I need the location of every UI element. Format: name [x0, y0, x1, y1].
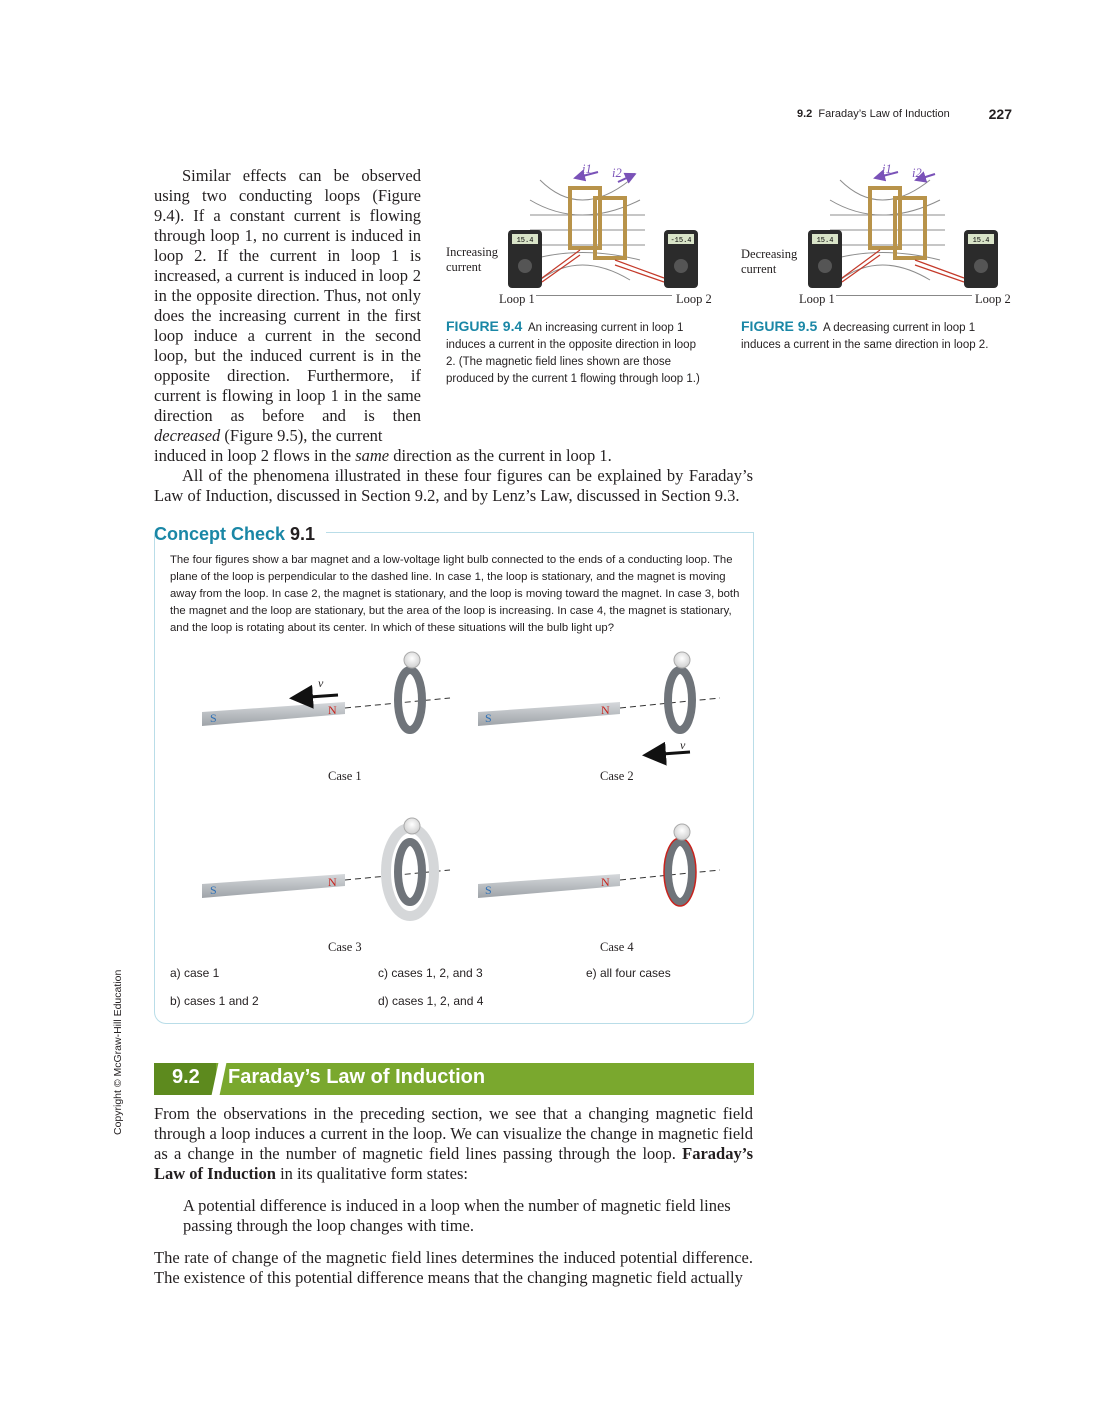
conducting-loop	[398, 670, 422, 730]
intro-emphasis: decreased	[154, 426, 221, 445]
answer-e[interactable]: e) all four cases	[586, 966, 671, 980]
case1-velocity-label: v	[318, 676, 324, 690]
bar-magnet	[202, 874, 345, 898]
fig95-i2-label: i2	[912, 166, 922, 180]
fig94-loop2-label: Loop 2	[676, 292, 712, 306]
light-bulb	[674, 652, 690, 668]
fig94-side-label-1: Increasing	[446, 245, 499, 259]
case-3-diagram	[202, 818, 450, 916]
conducting-loop	[398, 842, 422, 902]
fig95-caption	[741, 318, 1006, 354]
case2-north-pole: N	[601, 703, 610, 717]
page-number: 227	[988, 106, 1012, 122]
intro-text: Similar effects can be observed using two conducting loops (Figure 9.4). If a constant current is flowing through loop 1, no current is induced in loop 2. If the current in loop 1 is increased, a current is induced in loop 2 in the opposite direction. Thus, not only does the increasing current in the first loop induce a current in the second loop, but the induced current is in the opposite direction. Furthermore, if current is flowing in loop 1 in the same direction as before and is then	[154, 166, 421, 425]
answer-b[interactable]: b) cases 1 and 2	[170, 994, 259, 1008]
velocity-arrow	[295, 695, 338, 698]
fig94-loop1-label: Loop 1	[499, 292, 535, 306]
section-paragraph-1-text: From the observations in the preceding section, we see that a changing magnetic field through a loop induces a current in the loop. We can visualize the change in magnetic field as a change in the number of magnetic field lines passing through the loop.	[154, 1104, 753, 1163]
continuation-pre: induced in loop 2 flows in the	[154, 446, 356, 465]
concept-check-illustrations	[170, 640, 750, 950]
case2-south-pole: S	[485, 711, 492, 725]
meter-left	[808, 230, 842, 288]
continuation-post: direction as the current in loop 1.	[389, 446, 612, 465]
light-bulb	[404, 818, 420, 834]
fig94-i1-label: i1	[582, 162, 592, 176]
light-bulb	[404, 652, 420, 668]
section-paragraph-1	[154, 1104, 753, 1184]
meter-left-reading: 15.4	[516, 237, 534, 245]
figure-9-4-illustration	[430, 160, 720, 310]
section-paragraph-1-tail: in its qualitative form states:	[275, 1164, 468, 1183]
case2-velocity-label: v	[680, 738, 686, 752]
faraday-law-statement: A potential difference is induced in a loop when the number of magnetic field lines passing through the loop changes with time.	[183, 1196, 731, 1235]
lead-wires-right	[615, 260, 664, 282]
concept-check-question: The four figures show a bar magnet and a low-voltage light bulb connected to the ends of a conducting loop. The plane of the loop is perpendicular to the dashed line. In case 1, the loop is stationary, and the magnet is moving away from the loop. In case 2, the magnet is stationary, and the loop is moving toward the magnet. In case 3, both the magnet and the loop are stationary, but the area of the loop is increasing. In case 4, the magnet is stationary, and the loop is rotating about its center. In which of these situations will the bulb light up?	[170, 554, 740, 634]
meter-left-reading: 15.4	[816, 237, 834, 245]
answer-c[interactable]: c) cases 1, 2, and 3	[378, 966, 483, 980]
header-title: Faraday’s Law of Induction	[818, 108, 950, 120]
fig94-side-label-2: current	[446, 260, 482, 274]
fig95-side-label	[741, 247, 797, 277]
fig94-side-label	[446, 245, 498, 275]
lead-wires-right	[915, 260, 964, 282]
case-4-diagram	[478, 824, 720, 906]
fig95-side-label-2: current	[741, 262, 777, 276]
fig94-caption-text: An increasing current in loop 1 induces a current in the opposite direction in loop 2. (The magnetic field lines shown are those produced by the current 1 flowing through loop 1.)	[446, 322, 700, 385]
fig95-i1-label: i1	[882, 162, 892, 176]
section-paragraph-2: The rate of change of the magnetic field lines determines the induced potential difference. The existence of this potential difference means that the changing magnetic field actually	[154, 1248, 753, 1287]
continuation-emphasis: same	[355, 446, 390, 465]
faraday-law-term: Faraday’s Law of Induction	[154, 1144, 754, 1183]
summary-paragraph: All of the phenomena illustrated in these four figures can be explained by Faraday’s Law of Induction, discussed in Section 9.2, and by Lenz’s Law, discussed in Section 9.3.	[154, 466, 753, 505]
meter-right	[964, 230, 998, 288]
case-1-diagram	[202, 652, 450, 730]
light-bulb	[674, 824, 690, 840]
case1-north-pole: N	[328, 703, 337, 717]
case1-south-pole: S	[210, 711, 217, 725]
concept-check-label: Concept Check	[154, 524, 286, 544]
case-1-label: Case 1	[328, 769, 362, 783]
fig95-side-label-1: Decreasing	[741, 247, 798, 261]
figure-9-5-illustration	[730, 160, 1020, 310]
meter-right-reading: 15.4	[972, 237, 990, 245]
continuation-line	[154, 446, 714, 466]
answer-d[interactable]: d) cases 1, 2, and 4	[378, 994, 484, 1008]
intro-paragraph	[154, 166, 421, 446]
fig94-caption	[446, 318, 706, 388]
conducting-loop	[668, 670, 692, 730]
bar-magnet	[478, 702, 620, 726]
case-2-label: Case 2	[600, 769, 634, 783]
copyright-notice: Copyright © McGraw-Hill Education	[112, 969, 124, 1135]
running-header	[797, 108, 1012, 126]
concept-check-number: 9.1	[290, 524, 316, 544]
case4-south-pole: S	[485, 883, 492, 897]
case3-south-pole: S	[210, 883, 217, 897]
conducting-loop	[668, 842, 692, 902]
meter-left	[508, 230, 542, 288]
section-number: 9.2	[172, 1066, 200, 1088]
case-3-label: Case 3	[328, 940, 362, 954]
bar-magnet	[202, 702, 345, 726]
case-4-label: Case 4	[600, 940, 634, 954]
case4-north-pole: N	[601, 875, 610, 889]
fig94-label-rule	[536, 295, 672, 296]
bar-magnet	[478, 874, 620, 898]
fig94-i2-label: i2	[612, 166, 622, 180]
fig95-loop2-label: Loop 2	[975, 292, 1011, 306]
fig95-caption-label: FIGURE 9.5	[741, 318, 818, 334]
case3-north-pole: N	[328, 875, 337, 889]
meter-right	[664, 230, 698, 288]
header-section-number: 9.2	[797, 108, 813, 120]
fig95-caption-text: A decreasing current in loop 1 induces a current in the same direction in loop 2.	[741, 322, 989, 351]
section-title: Faraday’s Law of Induction	[228, 1066, 486, 1088]
fig95-loop1-label: Loop 1	[799, 292, 835, 306]
answer-a[interactable]: a) case 1	[170, 966, 220, 980]
intro-tail: (Figure 9.5), the current	[220, 426, 383, 445]
fig95-label-rule	[836, 295, 972, 296]
fig94-caption-label: FIGURE 9.4	[446, 318, 523, 334]
meter-right-reading: -15.4	[670, 237, 692, 245]
